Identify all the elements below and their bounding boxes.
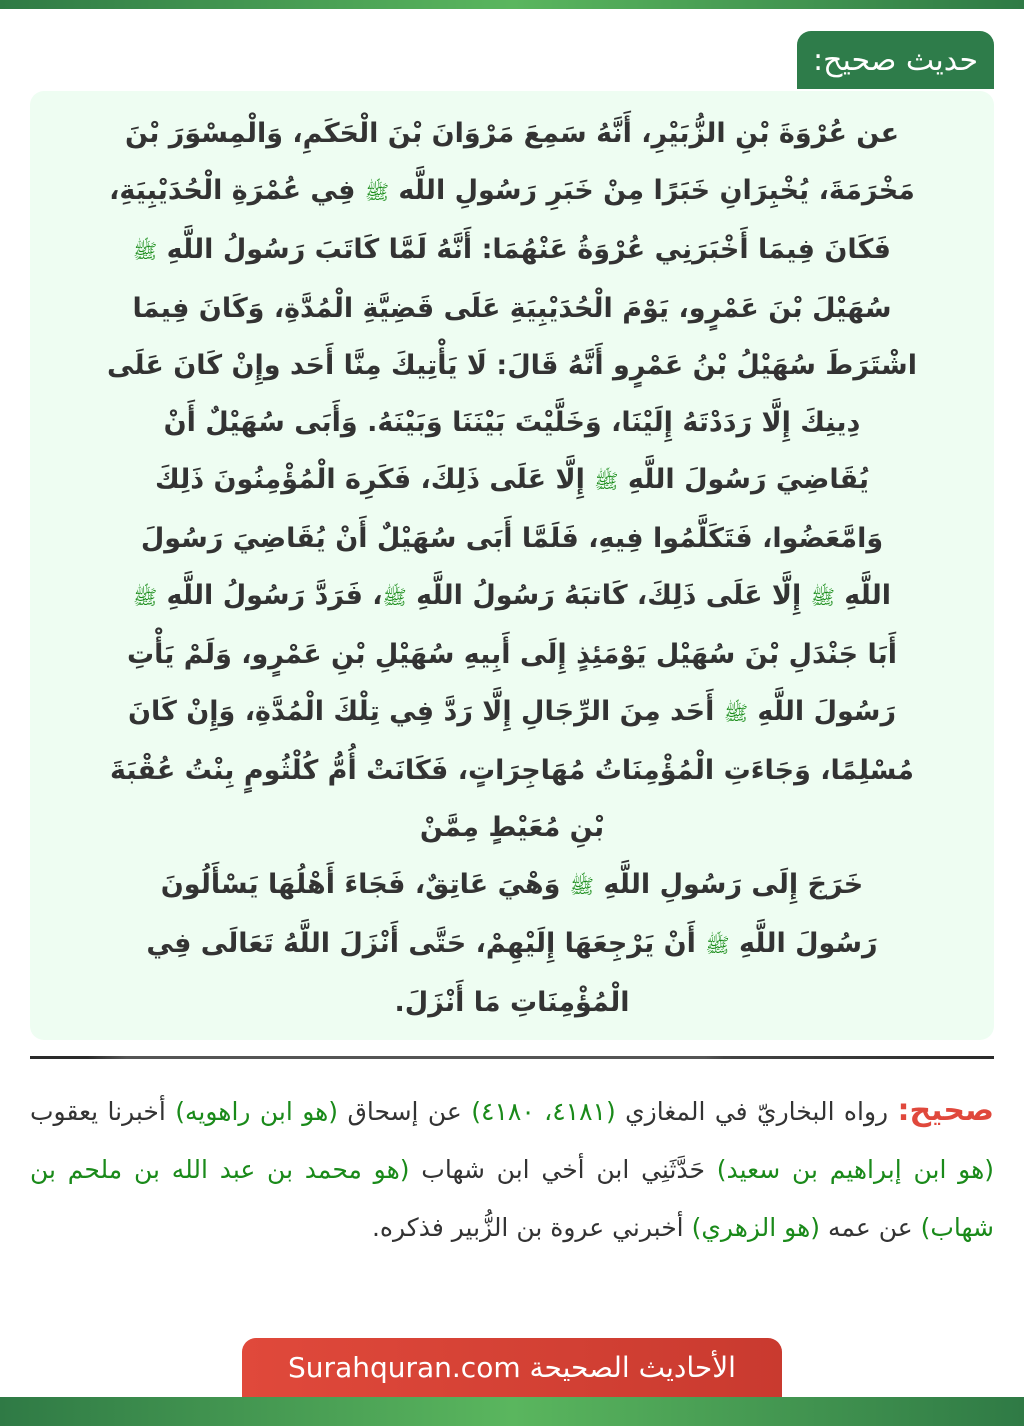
source-part: حَدَّثَنِي ابن أخي ابن شهاب	[409, 1155, 717, 1184]
narrator-note: (هو الزهري)	[691, 1213, 821, 1242]
hadith-segment: اللَّهِ	[844, 580, 892, 611]
pbuh-icon: ﷺ	[594, 469, 619, 493]
hadith-segment: مُسْلِمًا، وَجَاءَتِ الْمُؤْمِنَاتُ مُهَاجِرَاتٍ، فَكَانَتْ أُمُّ كُلْثُومٍ بِنْتُ عُقْبَةَ	[110, 755, 914, 786]
hadith-line	[58, 280, 966, 337]
pbuh-icon: ﷺ	[132, 585, 158, 609]
hadith-line	[58, 510, 966, 567]
hadith-segment: إِلَّا عَلَى ذَلِكَ، كَاتبَهُ رَسُولُ اللَّهِ	[416, 580, 802, 611]
grade-label: صحيح:	[897, 1093, 994, 1128]
hadith-line	[58, 567, 966, 626]
source-part: أخبرني عروة بن الزُّبير فذكره.	[371, 1213, 692, 1242]
hadith-text-box	[30, 91, 994, 1040]
hadith-line	[58, 856, 966, 915]
hadith-line	[58, 683, 966, 742]
hadith-segment: ، فَرَدَّ رَسُولُ اللَّهِ	[166, 580, 383, 611]
pbuh-icon: ﷺ	[705, 933, 730, 957]
pbuh-icon: ﷺ	[133, 239, 158, 263]
hadith-line	[58, 451, 966, 510]
hadith-segment: مَخْرَمَةَ، يُخْبِرَانِ خَبَرًا مِنْ خَبَرِ رَسُولِ اللَّه	[398, 175, 915, 206]
hadith-segment: بْنِ مُعَيْطٍ مِمَّنْ	[419, 812, 605, 843]
hadith-segment: سُهَيْلَ بْنَ عَمْرٍو، يَوْمَ الْحُدَيْبِيَةِ عَلَى قَضِيَّةِ الْمُدَّةِ، وَكَانَ فِيمَا	[132, 293, 892, 324]
hadith-segment: إِلَّا عَلَى ذَلِكَ، فَكَرِهَ الْمُؤْمِنُونَ ذَلِكَ	[154, 464, 585, 495]
site-branding-badge: الأحاديث الصحيحة Surahquran.com	[242, 1338, 782, 1398]
hadith-line	[58, 974, 966, 1031]
hadith-segment: رَسُولَ اللَّهِ	[738, 928, 878, 959]
hadith-line	[58, 742, 966, 799]
source-reference: (٤١٨١، ٤١٨٠)	[471, 1097, 616, 1126]
hadith-grade-title: حديث صحيح:	[797, 31, 994, 89]
pbuh-icon: ﷺ	[364, 180, 389, 204]
hadith-segment: أَحَد مِنَ الرِّجَالِ إِلَّا رَدَّ فِي تِلْكَ الْمُدَّةِ، وَإِنْ كَانَ	[127, 696, 715, 727]
hadith-line	[58, 162, 966, 221]
hadith-segment: رَسُولَ اللَّهِ	[757, 696, 897, 727]
pbuh-icon: ﷺ	[569, 874, 594, 898]
source-part: عن إسحاق	[338, 1097, 472, 1126]
source-part: أخبرنا يعقوب	[30, 1097, 176, 1126]
narrator-note: (هو محمد بن عبد الله بن ملحم بن شهاب)	[30, 1155, 994, 1242]
hadith-segment: وَامَّعَضُوا، فَتَكَلَّمُوا فِيهِ، فَلَمَّا أَبَى سُهَيْلٌ أَنْ يُقَاضِيَ رَسُولَ	[140, 523, 884, 554]
pbuh-icon: ﷺ	[382, 585, 407, 609]
hadith-segment: أَبَا جَنْدَلِ بْنَ سُهَيْل يَوْمَئِذٍ إِلَى أَبِيهِ سُهَيْلِ بْنِ عَمْرٍو، وَلَمْ يَأْتِ	[126, 639, 898, 670]
hadith-segment: عن عُرْوَةَ بْنِ الزُّبَيْرِ، أَنَّهُ سَمِعَ مَرْوَانَ بْنَ الْحَكَمِ، وَالْمِسْوَرَ بْنَ	[124, 118, 900, 149]
source-part: رواه البخاريّ في المغازي	[615, 1097, 898, 1126]
hadith-segment: فِي عُمْرَةِ الْحُدَيْبِيَةِ،	[109, 175, 356, 206]
narrator-note: (هو ابن إبراهيم بن سعيد)	[716, 1155, 995, 1184]
narrator-note: (هو ابن راهويه)	[175, 1097, 339, 1126]
hadith-segment: فَكَانَ فِيمَا أَخْبَرَنِي عُرْوَةُ عَنْهُمَا: أَنَّهُ لَمَّا كَاتَبَ رَسُولُ اللَّهِ	[166, 234, 891, 265]
hadith-segment: خَرَجَ إِلَى رَسُولِ اللَّهِ	[603, 869, 864, 900]
hadith-segment: يُقَاضِيَ رَسُولَ اللَّهِ	[627, 464, 870, 495]
hadith-line	[58, 105, 966, 162]
hadith-segment: دِينِكَ إِلَّا رَدَدْتَهُ إِلَيْنَا، وَخَلَّيْتَ بَيْنَنَا وَبَيْنَهُ. وَأَبَى سُهَيْلٌ أَنْ	[163, 407, 861, 438]
section-divider	[30, 1056, 994, 1059]
hadith-segment: اشْتَرَطَ سُهَيْلُ بْنُ عَمْرٍو أَنَّهُ قَالَ: لَا يَأْتِيكَ مِنَّا أَحَد وإِنْ كَانَ عَلَى	[107, 350, 917, 381]
hadith-line	[58, 626, 966, 683]
hadith-line	[58, 915, 966, 974]
pbuh-icon: ﷺ	[723, 701, 748, 725]
hadith-line	[58, 799, 966, 856]
hadith-line	[58, 221, 966, 280]
top-decorative-bar	[0, 0, 1024, 9]
hadith-line	[58, 394, 966, 451]
hadith-text	[58, 105, 966, 1031]
pbuh-icon: ﷺ	[810, 585, 835, 609]
hadith-segment: أَنْ يَرْجِعَهَا إِلَيْهِمْ، حَتَّى أَنْزَلَ اللَّهُ تَعَالَى فِي	[146, 928, 696, 959]
source-part: عن عمه	[820, 1213, 921, 1242]
hadith-source-text	[30, 1082, 994, 1257]
hadith-line	[58, 337, 966, 394]
hadith-segment: الْمُؤْمِنَاتِ مَا أَنْزَلَ.	[394, 987, 630, 1018]
bottom-decorative-bar	[0, 1397, 1024, 1426]
hadith-segment: وَهْيَ عَاتِقٌ، فَجَاءَ أَهْلُهَا يَسْأَلُونَ	[160, 869, 561, 900]
